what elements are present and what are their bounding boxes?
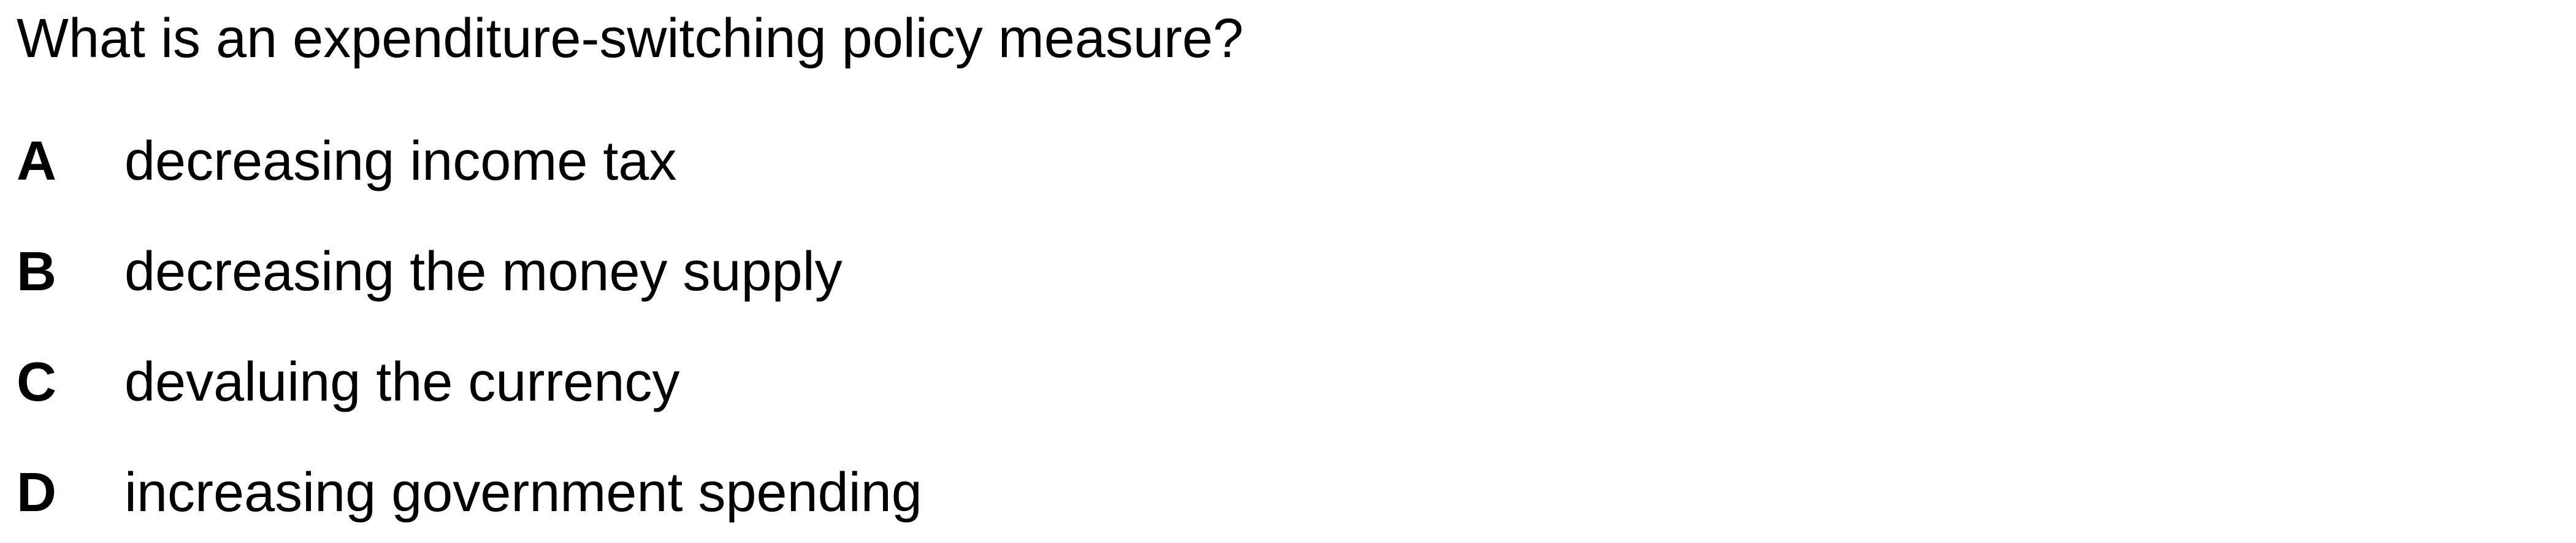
option-letter: D	[17, 462, 56, 523]
option-letter: C	[17, 352, 56, 413]
option-text: increasing government spending	[124, 462, 922, 523]
question-text: What is an expenditure-switching policy measure?	[17, 8, 1244, 69]
option-letter: A	[17, 131, 56, 192]
option-text: decreasing the money supply	[124, 241, 843, 302]
option-text: devaluing the currency	[124, 352, 680, 413]
option-letter: B	[17, 241, 56, 302]
option-text: decreasing income tax	[124, 131, 677, 192]
